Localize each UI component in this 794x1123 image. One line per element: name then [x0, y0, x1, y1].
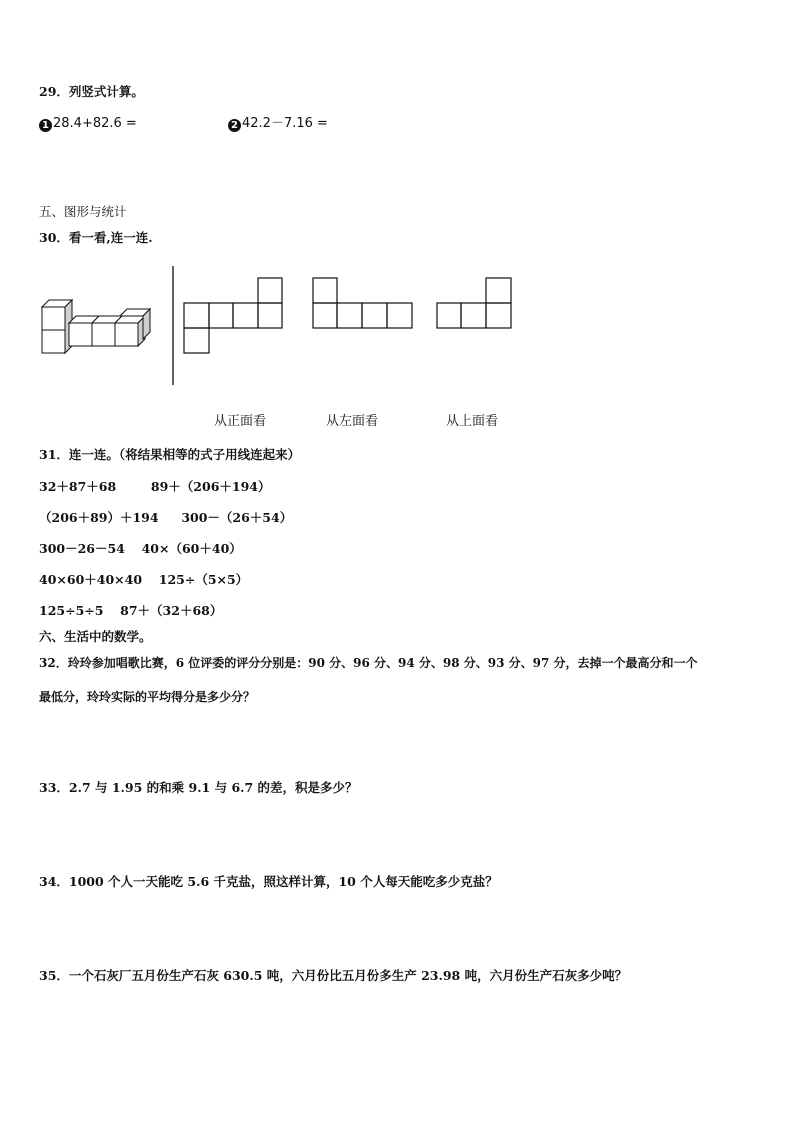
view-grid-1 [184, 278, 282, 353]
view-label-left: 从左面看 [326, 414, 379, 429]
q29-title: 29．列竖式计算。 [39, 84, 144, 99]
q32-line-1: 32．玲玲参加唱歌比赛，6 位评委的评分分别是：90 分、96 分、94 分、98 分、93 分、97 分，去掉一个最高分和一个 [39, 656, 698, 670]
q30-title: 30．看一看,连一连. [39, 230, 153, 245]
cube-face [42, 307, 65, 330]
circled-number-2: 2 [228, 119, 241, 132]
circled-number-1: 1 [39, 119, 52, 132]
q33-text: 33．2.7 与 1.95 的和乘 9.1 与 6.7 的差，积是多少？ [39, 780, 358, 795]
q31-left-expr: 32＋87＋68 [39, 479, 117, 494]
cube-face [42, 330, 65, 353]
section-5-heading: 五、图形与统计 [39, 204, 127, 219]
q31-left-expr: 40×60＋40×40 [39, 572, 143, 587]
view-grid-2 [313, 278, 412, 328]
view-grid-3 [437, 278, 511, 328]
q31-row-4 [39, 572, 248, 588]
q29-expression-1: 28.4+82.6 = [53, 116, 137, 131]
q32-line-2: 最低分，玲玲实际的平均得分是多少分？ [39, 690, 256, 704]
q34-text: 34．1000 个人一天能吃 5.6 千克盐，照这样计算，10 个人每天能吃多少克盐？ [39, 874, 498, 889]
q31-right-expr: 300－（26＋54） [181, 510, 293, 525]
view-label-top: 从上面看 [446, 414, 499, 429]
cube-face [69, 323, 92, 346]
q31-right-expr: 40×（60＋40） [141, 541, 242, 556]
section-6-heading: 六、生活中的数学。 [39, 629, 152, 644]
q29-expression-2: 42.2－7.16 = [242, 116, 328, 131]
q35-text: 35．一个石灰厂五月份生产石灰 630.5 吨，六月份比五月份多生产 23.98 吨，六月份生产石灰多少吨？ [39, 968, 628, 983]
q31-left-expr: 125÷5÷5 [39, 603, 104, 618]
q31-row-1 [39, 479, 271, 495]
q31-left-expr: 300－26－54 [39, 541, 125, 556]
q31-left-expr: （206＋89）＋194 [39, 510, 159, 525]
q31-right-expr: 87＋（32＋68） [120, 603, 223, 618]
cube-face [92, 323, 115, 346]
q31-right-expr: 125÷（5×5） [158, 572, 249, 587]
view-label-front: 从正面看 [214, 414, 267, 429]
q31-row-2 [39, 510, 292, 526]
cube-solid-drawing [42, 300, 150, 353]
cube-face [115, 323, 138, 346]
q31-row-3 [39, 541, 242, 557]
q31-right-expr: 89＋（206＋194） [150, 479, 271, 494]
q31-title: 31．连一连。（将结果相等的式子用线连起来） [39, 447, 301, 462]
q31-row-5 [39, 603, 222, 619]
